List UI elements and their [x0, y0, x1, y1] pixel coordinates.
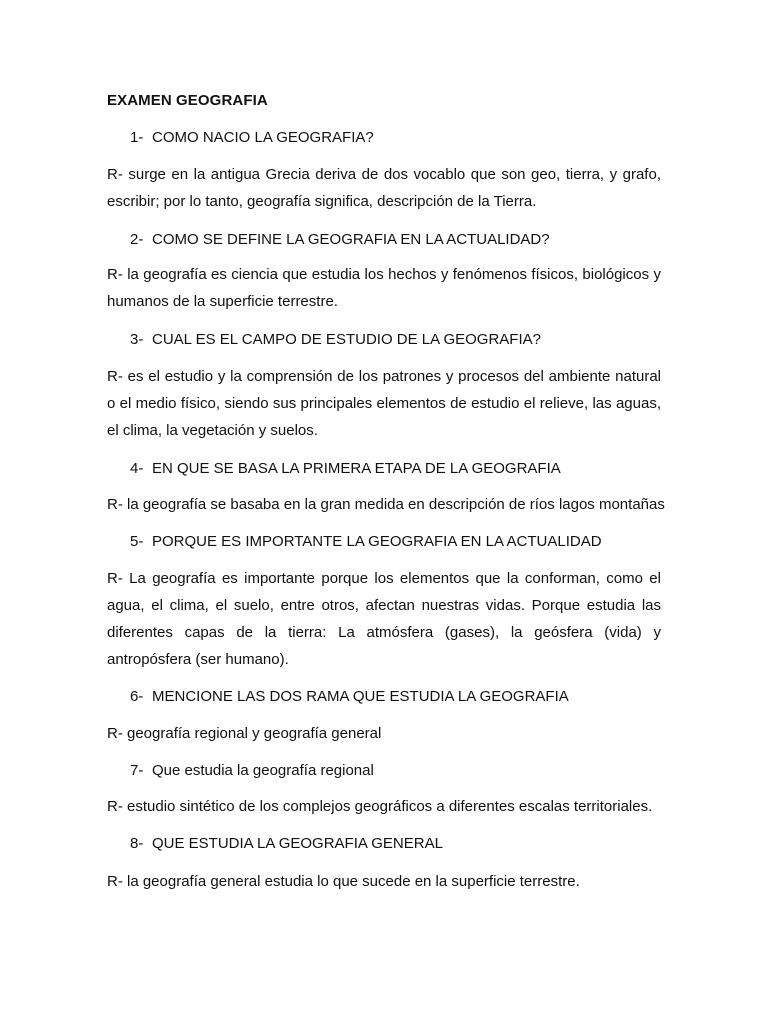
question-number: 3-: [130, 331, 144, 348]
question-text: COMO SE DEFINE LA GEOGRAFIA EN LA ACTUALIDAD?: [152, 231, 550, 248]
question-1: [130, 129, 374, 146]
question-text: EN QUE SE BASA LA PRIMERA ETAPA DE LA GEOGRAFIA: [152, 460, 561, 477]
question-text: COMO NACIO LA GEOGRAFIA?: [152, 129, 374, 146]
document-title: EXAMEN GEOGRAFIA: [107, 92, 268, 109]
answer-7: R- estudio sintético de los complejos geográficos a diferentes escalas territoriales.: [107, 798, 653, 815]
question-number: 1-: [130, 129, 144, 146]
answer-1: R- surge en la antigua Grecia deriva de dos vocablo que son geo, tierra, y grafo, escribir; por lo tanto, geografía significa, descripción de la Tierra.: [107, 166, 661, 210]
question-text: Que estudia la geografía regional: [152, 762, 374, 779]
question-4: [130, 460, 561, 477]
question-number: 4-: [130, 460, 144, 477]
question-number: 5-: [130, 533, 144, 550]
question-6: [130, 688, 569, 705]
question-number: 6-: [130, 688, 144, 705]
question-5: [130, 533, 602, 550]
question-number: 8-: [130, 835, 144, 852]
answer-3: R- es el estudio y la comprensión de los patrones y procesos del ambiente natural o el medio físico, siendo sus principales elementos de estudio el relieve, las aguas, el clima, la vegetación y suelos.: [107, 368, 661, 439]
question-7: [130, 762, 374, 779]
question-text: PORQUE ES IMPORTANTE LA GEOGRAFIA EN LA ACTUALIDAD: [152, 533, 602, 550]
answer-6: R- geografía regional y geografía general: [107, 725, 382, 742]
answer-8: R- la geografía general estudia lo que sucede en la superficie terrestre.: [107, 873, 580, 890]
question-number: 2-: [130, 231, 144, 248]
question-text: CUAL ES EL CAMPO DE ESTUDIO DE LA GEOGRAFIA?: [152, 331, 541, 348]
answer-4: R- la geografía se basaba en la gran medida en descripción de ríos lagos montañas: [107, 496, 665, 513]
answer-5: R- La geografía es importante porque los elementos que la conforman, como el agua, el clima, el suelo, entre otros, afectan nuestras vidas. Porque estudia las diferentes capas de la tierra: La atmósfera (gases), la geósfera (vida) y antropósfera (ser humano).: [107, 570, 661, 668]
question-text: MENCIONE LAS DOS RAMA QUE ESTUDIA LA GEOGRAFIA: [152, 688, 569, 705]
question-3: [130, 331, 541, 348]
answer-2: R- la geografía es ciencia que estudia los hechos y fenómenos físicos, biológicos y humanos de la superficie terrestre.: [107, 266, 661, 310]
question-text: QUE ESTUDIA LA GEOGRAFIA GENERAL: [152, 835, 443, 852]
question-number: 7-: [130, 762, 144, 779]
question-2: [130, 231, 550, 248]
question-8: [130, 835, 443, 852]
